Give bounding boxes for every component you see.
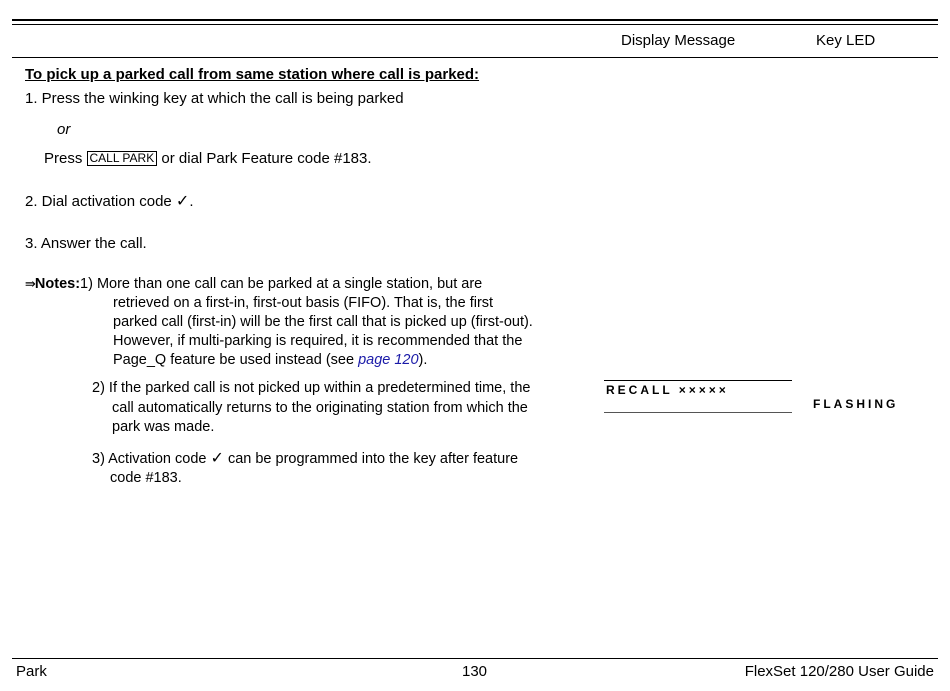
step-1-alt	[44, 149, 372, 168]
note-1-line-5-text: Page_Q feature be used instead (see	[113, 352, 359, 368]
footer-section: Park	[16, 663, 47, 680]
notes-first-line	[25, 275, 482, 294]
note-1-line-3: parked call (first-in) will be the first call that is picked up (first-out).	[113, 314, 533, 330]
page-number: 130	[462, 663, 488, 680]
footer-rule	[12, 658, 938, 659]
column-header-key-led: Key LED	[816, 32, 876, 49]
footer-title: FlexSet 120/280 User Guide	[744, 663, 934, 680]
note-2-line-1: 2) If the parked call is not picked up within a predetermined time, the	[92, 380, 531, 396]
step-1: 1. Press the winking key at which the call is being parked	[25, 90, 404, 107]
step-2-period: .	[189, 193, 194, 210]
note-1-line-2: retrieved on a first-in, first-out basis (FIFO). That is, the first	[113, 295, 494, 311]
step-2	[25, 191, 194, 211]
pointing-hand-icon: ⇛	[25, 277, 35, 292]
note-2-line-2: call automatically returns to the originating station from which the	[112, 400, 528, 416]
press-text: Press	[44, 150, 83, 167]
header-rule	[12, 57, 938, 58]
display-top-line	[604, 380, 792, 381]
note-3-text-post: can be programmed into the key after feature	[227, 451, 519, 467]
notes-label: Notes:	[34, 276, 81, 292]
top-rule	[12, 19, 938, 21]
column-header-display-message: Display Message	[621, 32, 736, 49]
press-post-text: or dial Park Feature code #183.	[161, 150, 372, 167]
or-text: or	[57, 121, 71, 138]
note-2-line-3: park was made.	[112, 419, 215, 435]
note-1-line-5-end: ).	[418, 352, 428, 368]
page-120-link[interactable]: page 120	[358, 352, 419, 368]
checkmark-icon: ✓	[175, 191, 190, 210]
note-3-line-2: code #183.	[110, 470, 182, 486]
step-3: 3. Answer the call.	[25, 235, 147, 252]
section-heading: To pick up a parked call from same station where call is parked:	[25, 66, 480, 83]
display-bottom-line	[604, 412, 792, 413]
key-led-status: FLASHING	[813, 397, 899, 411]
note-3-line-1	[92, 448, 518, 469]
display-message: RECALL ×××××	[606, 383, 729, 397]
note-3-text: 3) Activation code	[92, 451, 207, 467]
checkmark-icon: ✓	[210, 448, 224, 467]
note-1-line-1: 1) More than one call can be parked at a single station, but are	[80, 276, 483, 292]
note-1-line-5	[113, 351, 427, 370]
note-1-line-4: However, if multi-parking is required, it is recommended that the	[113, 333, 523, 349]
top-rule-thin	[12, 24, 938, 25]
step-2-text: 2. Dial activation code	[25, 193, 172, 210]
call-park-key: CALL PARK	[87, 151, 158, 166]
